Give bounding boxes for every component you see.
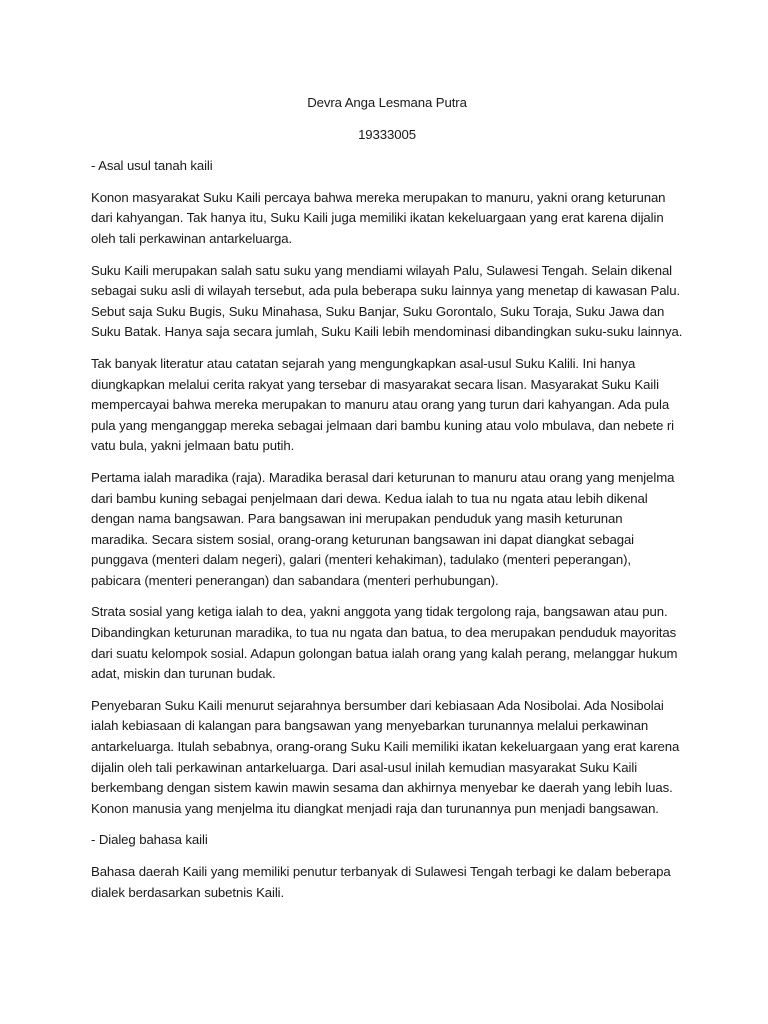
- section-heading-asal-usul: - Asal usul tanah kaili: [91, 158, 213, 174]
- section-heading-dialeg: - Dialeg bahasa kaili: [91, 832, 208, 848]
- paragraph: Suku Kaili merupakan salah satu suku yang mendiami wilayah Palu, Sulawesi Tengah. Selain dikenal sebagai suku asli di wilayah tersebut, ada pula beberapa suku lainnya yang menetap di kawasan Palu. Sebut saja Suku Bugis, Suku Minahasa, Suku Banjar, Suku Gorontalo, Suku Toraja, Suku Jawa dan Suku Batak. Hanya saja secara jumlah, Suku Kaili lebih mendominasi dibandingkan suku-suku lainnya.: [91, 262, 683, 340]
- paragraph: Konon masyarakat Suku Kaili percaya bahwa mereka merupakan to manuru, yakni orang keturunan dari kahyangan. Tak hanya itu, Suku Kaili juga memiliki ikatan kekeluargaan yang erat karena dijalin oleh tali perkawinan antarkeluarga.: [91, 189, 666, 246]
- paragraph: Strata sosial yang ketiga ialah to dea, yakni anggota yang tidak tergolong raja, bangsawan atau pun. Dibandingkan keturunan maradika, to tua nu ngata dan batua, to dea merupakan penduduk mayoritas dari suatu kelompok sosial. Adapun golongan batua ialah orang yang kalah perang, melanggar hukum adat, miskin dan turunan budak.: [91, 604, 678, 682]
- student-id: 19333005: [358, 126, 416, 142]
- author-name: Devra Anga Lesmana Putra: [307, 95, 467, 110]
- paragraph: Tak banyak literatur atau catatan sejarah yang mengungkapkan asal-usul Suku Kalili. Ini hanya diungkapkan melalui cerita rakyat yang tersebar di masyarakat secara lisan. Masyarakat Suku Kaili mempercayai bahwa mereka merupakan to manuru atau orang yang turun dari kahyangan. Ada pula pula yang menganggap mereka sebagai jelmaan dari bambu kuning atau volo mbulava, dan nebete ri vatu bula, yakni jelmaan batu putih.: [91, 355, 674, 454]
- paragraph: Penyebaran Suku Kaili menurut sejarahnya bersumber dari kebiasaan Ada Nosibolai. Ada Nosibolai ialah kebiasaan di kalangan para bangsawan yang menyebarkan turunannya melalui perkawinan antarkeluarga. Itulah sebabnya, orang-orang Suku Kaili memiliki ikatan kekeluargaan yang erat karena dijalin oleh tali perkawinan antarkeluarga. Dari asal-usul inilah kemudian masyarakat Suku Kaili berkembang dengan sistem kawin mawin sesama dan akhirnya menyebar ke daerah yang lebih luas. Konon manusia yang menjelma itu diangkat menjadi raja dan turunannya pun menjadi bangsawan.: [91, 697, 680, 816]
- document-page: [91, 93, 683, 914]
- paragraph: Bahasa daerah Kaili yang memiliki penutur terbanyak di Sulawesi Tengah terbagi ke dalam beberapa dialek berdasarkan subetnis Kaili.: [91, 864, 671, 900]
- paragraph: Pertama ialah maradika (raja). Maradika berasal dari keturunan to manuru atau orang yang menjelma dari bambu kuning sebagai penjelmaan dari dewa. Kedua ialah to tua nu ngata atau lebih dikenal dengan nama bangsawan. Para bangsawan ini merupakan penduduk yang masih keturunan maradika. Secara sistem sosial, orang-orang keturunan bangsawan ini dapat diangkat sebagai punggava (menteri dalam negeri), galari (menteri kehakiman), tadulako (menteri peperangan), pabicara (menteri penerangan) dan sabandara (menteri perhubungan).: [91, 469, 675, 588]
